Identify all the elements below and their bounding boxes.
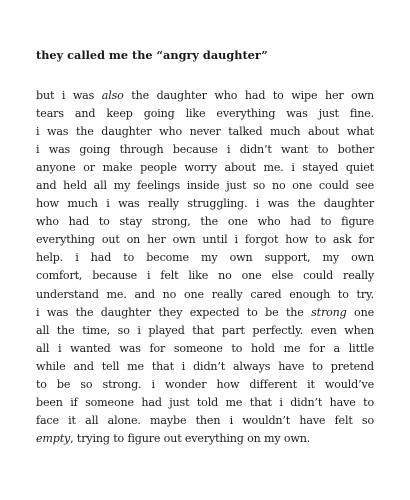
text-segment: anyone or make people worry about me. i stayed quiet [36,160,374,174]
text-segment: to be so strong. i wonder how different it would’ve [36,378,374,391]
text-line [36,105,374,123]
text-line [36,177,374,195]
text-segment: tears and keep going like everything was just fine. [36,106,374,120]
text-line [36,358,374,376]
text-segment: help. i had to become my own support, my own [36,251,374,265]
text-segment: i was the daughter who never talked much about what [36,124,374,138]
text-segment: i was going through because i didn’t want to bother [36,142,374,156]
text-segment: been if someone had just told me that i didn’t have to [36,396,374,410]
text-segment: , trying to figure out everything on my own. [70,432,311,446]
text-segment: i was the daughter they expected to be the [36,305,312,319]
text-line [36,213,374,231]
text-segment: the daughter who had to wipe her own [123,88,374,102]
text-line [36,123,374,141]
text-line [36,267,374,285]
text-segment: while and tell me that i didn’t always have to pretend [36,359,374,373]
document-title: they called me the “angry daughter” [36,48,268,62]
text-segment: everything out on her own until i forgot how to ask for [36,233,374,247]
text-segment: how much i was really struggling. i was the daughter [36,197,374,211]
text-segment: all i wanted was for someone to hold me for a little [36,341,374,355]
text-line [36,394,374,412]
text-line [36,340,374,358]
text-line [36,286,374,304]
text-segment: but i was [36,88,102,102]
text-line [36,249,374,267]
text-segment: who had to stay strong, the one who had to figure [36,215,374,229]
text-line [36,376,374,394]
document-body [36,87,374,449]
text-line [36,412,374,430]
emphasized-word: empty [36,432,71,446]
text-segment: one [346,305,374,319]
emphasized-word: strong [311,305,347,319]
text-line [36,322,374,340]
emphasized-word: also [101,88,124,102]
text-segment: and held all my feelings inside just so no one could see [36,178,374,192]
text-line [36,195,374,213]
text-line [36,159,374,177]
text-line [36,304,374,322]
text-line [36,430,374,448]
text-segment: understand me. and no one really cared enough to try. [36,287,374,301]
text-line [36,87,374,105]
text-line [36,141,374,159]
text-segment: comfort, because i felt like no one else could really [36,269,374,283]
text-segment: all the time, so i played that part perfectly. even when [36,323,374,337]
text-line [36,231,374,249]
text-segment: face it all alone. maybe then i wouldn’t have felt so [36,414,374,428]
